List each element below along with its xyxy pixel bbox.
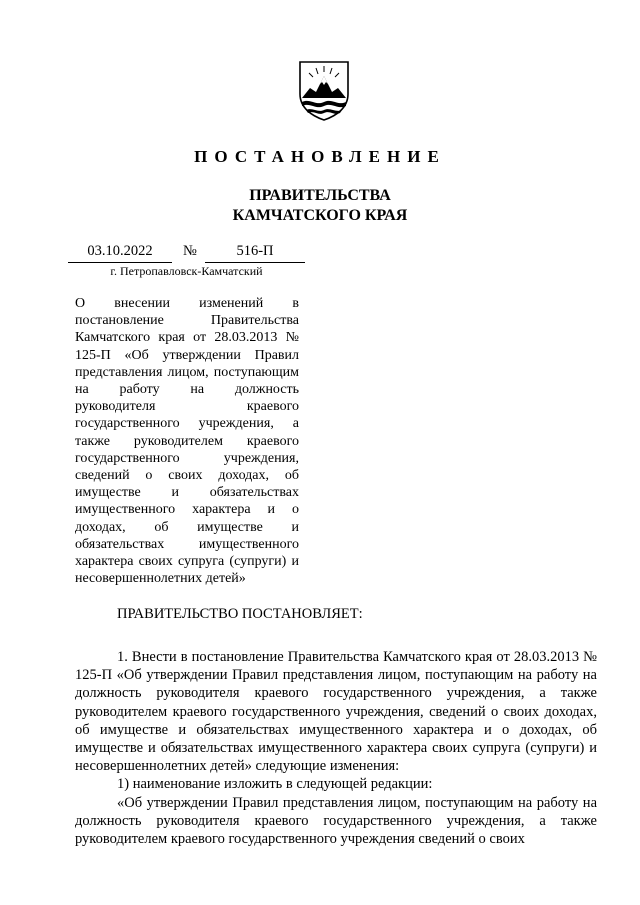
document-body [75,648,597,848]
document-type-title: ПОСТАНОВЛЕНИЕ [194,147,446,166]
document-date: 03.10.2022 [68,243,172,263]
document-subject: О внесении изменений в постановление Правительства Камчатского края от 28.03.2013 № 125-П «Об утверждении Правил представления лицом, поступающим на работу на должность руководителя краевого государственного учреждения, а также руководителем краевого государственного учреждения, сведений о своих доходах, об имуществе и обязательствах имущественного характера и о доходах, об имуществе и обязательствах имущественного характера своих супруга (супруги) и несовершеннолетних детей» [75,296,299,587]
issuer-title [0,186,640,226]
paragraph-3: «Об утверждении Правил представления лицом, поступающим на работу на должность руководителя краевого государственного учреждения, а также руководителем краевого государственного учреждения сведений о своих [75,794,597,848]
issuer-line-2: КАМЧАТСКОГО КРАЯ [232,207,408,224]
document-number: 516-П [205,243,305,263]
paragraph-1: 1. Внести в постановление Правительства Камчатского края от 28.03.2013 № 125-П «Об утверждении Правил представления лицом, поступающим на работу на должность руководителя краевого государственного учреждения, а также руководителем краевого государственного учреждения, сведений о своих доходах, об имуществе и обязательствах имущественного характера и о доходах, об имуществе и обязательствах имущественного характера своих супруга (супруги) и несовершеннолетних детей» следующие изменения: [75,649,597,775]
decree-heading: ПРАВИТЕЛЬСТВО ПОСТАНОВЛЯЕТ: [117,606,363,622]
paragraph-2: 1) наименование изложить в следующей редакции: [117,776,433,793]
issuer-line-1: ПРАВИТЕЛЬСТВА [249,187,391,204]
document-city: г. Петропавловск-Камчатский [110,264,263,278]
number-sign: № [183,243,197,259]
kamchatka-coat-of-arms-icon [296,58,352,122]
